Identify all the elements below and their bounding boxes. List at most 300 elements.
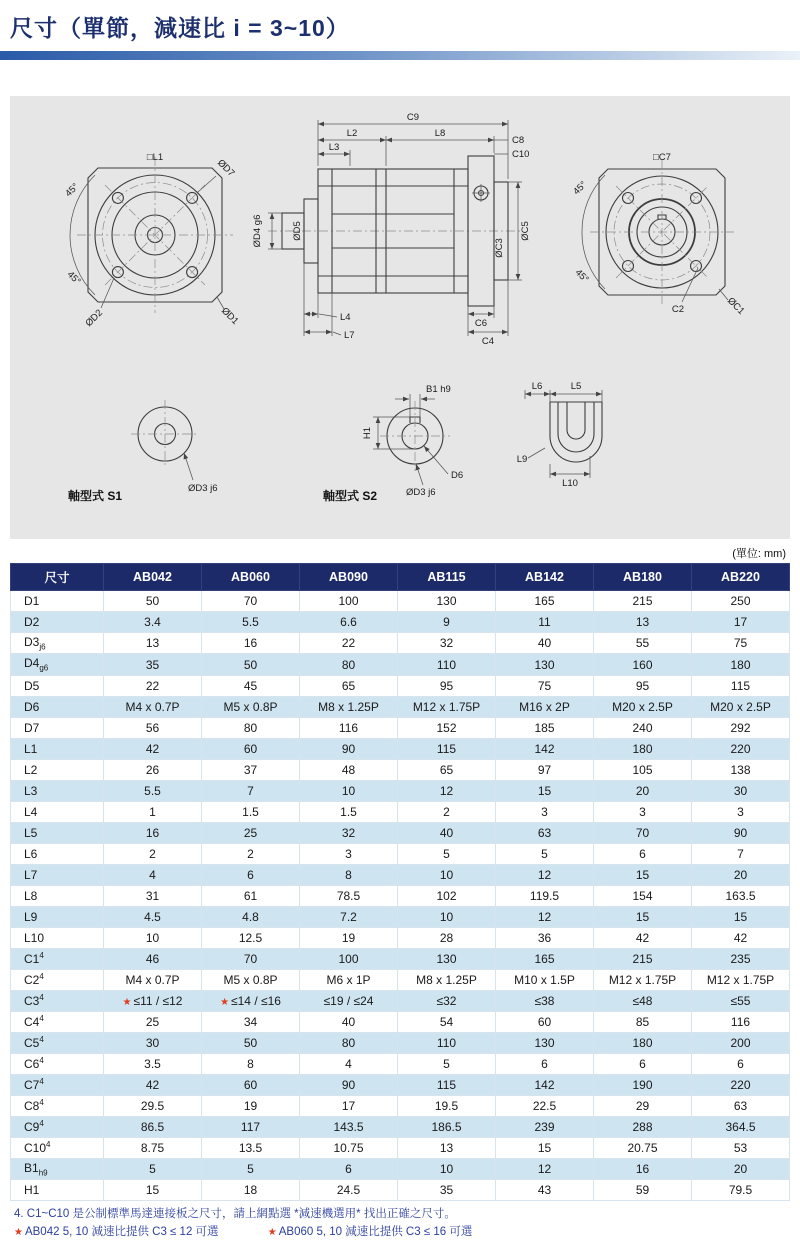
value-cell: 163.5 [692,885,790,906]
value-cell: ≤19 / ≤24 [300,990,398,1011]
value-cell: 117 [202,1116,300,1137]
value-cell: 70 [202,591,300,612]
dim-label-l4: L4 [340,312,351,323]
table-row [11,759,790,780]
value-cell: 130 [398,948,496,969]
row-label: D2 [11,612,104,633]
value-cell: 24.5 [300,1180,398,1201]
value-cell: 119.5 [496,885,594,906]
value-cell: 6 [202,864,300,885]
value-cell: 220 [692,1074,790,1095]
value-cell: M16 x 2P [496,696,594,717]
footnote-1: 4. C1~C10 是公制標準馬達連接板之尺寸，請上網點選 *減速機選用* 找出正確之尺寸。 [14,1208,456,1221]
angle-label: 45° [572,267,591,286]
footnote-2a [14,1224,219,1242]
value-cell: 190 [594,1074,692,1095]
value-cell: 220 [692,738,790,759]
value-cell: 42 [104,1074,202,1095]
dim-label-c4: C4 [481,336,495,347]
value-cell: 70 [594,822,692,843]
value-cell: 22 [104,675,202,696]
value-cell: 12 [496,864,594,885]
value-cell: ★ ≤14 / ≤16 [202,990,300,1011]
value-cell: 288 [594,1116,692,1137]
value-cell: 5 [398,843,496,864]
value-cell: 7.2 [300,906,398,927]
table-row [11,864,790,885]
value-cell: 40 [398,822,496,843]
value-cell: 35 [104,654,202,675]
value-cell: 130 [398,591,496,612]
dim-label-l10: L10 [562,478,578,489]
row-label: $D3_{j6}$ [11,633,104,654]
value-cell: 50 [104,591,202,612]
value-cell: 115 [398,738,496,759]
value-cell: 143.5 [300,1116,398,1137]
value-cell: 1.5 [202,801,300,822]
value-cell: 185 [496,717,594,738]
angle-label: 45° [571,179,590,198]
value-cell: 46 [104,948,202,969]
dim-label-h1: H1 [362,426,373,440]
star-icon: ★ [122,996,132,1008]
value-cell: 180 [594,738,692,759]
value-cell: 90 [692,822,790,843]
value-cell: 5 [496,843,594,864]
value-cell: ≤55 [692,990,790,1011]
value-cell: 6 [496,1053,594,1074]
value-cell: 26 [104,759,202,780]
table-row [11,612,790,633]
table-row [11,675,790,696]
value-cell: 95 [398,675,496,696]
value-cell: 9 [398,612,496,633]
dim-label-c5: ØC5 [520,221,531,241]
value-cell: 20 [594,780,692,801]
value-cell: 165 [496,591,594,612]
value-cell: 165 [496,948,594,969]
value-cell: 90 [300,738,398,759]
dim-label-c7: □C7 [653,152,671,163]
value-cell: 50 [202,1032,300,1053]
value-cell: 292 [692,717,790,738]
section-view [252,112,531,347]
dim-label-d7: ØD7 [214,157,237,180]
footnotes [14,1206,786,1242]
table-row [11,843,790,864]
value-cell: 50 [202,654,300,675]
technical-drawing-panel [10,96,790,539]
value-cell: 19 [202,1095,300,1116]
table-row [11,990,790,1011]
value-cell: 16 [594,1158,692,1179]
value-cell: 15 [594,906,692,927]
technical-drawings [10,96,790,539]
value-cell: 79.5 [692,1180,790,1201]
value-cell: 142 [496,1074,594,1095]
value-cell: 25 [104,1011,202,1032]
value-cell: ≤38 [496,990,594,1011]
value-cell: 240 [594,717,692,738]
value-cell: 6.6 [300,612,398,633]
table-row [11,1158,790,1179]
table-row [11,717,790,738]
value-cell: M8 x 1.25P [300,696,398,717]
value-cell: 154 [594,885,692,906]
value-cell: 1.5 [300,801,398,822]
table-body [11,591,790,1201]
value-cell: 48 [300,759,398,780]
value-cell: 10.75 [300,1137,398,1158]
dim-label-l3: L3 [328,142,340,153]
row-label: L8 [11,885,104,906]
dim-label-l6: L6 [531,381,543,392]
shaft-s1-title: 軸型式 S1 [67,489,123,503]
dim-label-l8: L8 [434,128,446,139]
row-label: $C1^4$ [11,948,104,969]
row-label: $B1_{h9}$ [11,1158,104,1179]
value-cell: M10 x 1.5P [496,969,594,990]
table-row [11,1095,790,1116]
value-cell: 15 [496,1137,594,1158]
value-cell: 32 [398,633,496,654]
column-header: AB142 [496,564,594,591]
value-cell: 78.5 [300,885,398,906]
row-label: $C6^4$ [11,1053,104,1074]
value-cell: 20.75 [594,1137,692,1158]
dim-label-d6: D6 [451,470,464,481]
value-cell: 12.5 [202,927,300,948]
value-cell: 130 [496,1032,594,1053]
column-header: AB090 [300,564,398,591]
dim-label-d2: ØD2 [83,307,106,330]
table-row [11,1116,790,1137]
value-cell: 32 [300,822,398,843]
row-label: $C5^4$ [11,1032,104,1053]
dim-label-c6: C6 [474,318,488,329]
value-cell: 102 [398,885,496,906]
value-cell: 5.5 [202,612,300,633]
value-cell: ≤48 [594,990,692,1011]
row-label: D5 [11,675,104,696]
value-cell: 45 [202,675,300,696]
value-cell: M12 x 1.75P [398,696,496,717]
value-cell: 3 [594,801,692,822]
table-row [11,1011,790,1032]
row-label: L3 [11,780,104,801]
table-row [11,885,790,906]
value-cell: M4 x 0.7P [104,696,202,717]
dim-label-d4: ØD4 g6 [252,214,263,248]
value-cell: 100 [300,948,398,969]
value-cell: 63 [496,822,594,843]
value-cell: 16 [104,822,202,843]
value-cell: 105 [594,759,692,780]
table-row [11,822,790,843]
table-row [11,927,790,948]
value-cell: 186.5 [398,1116,496,1137]
table-head [11,564,790,591]
value-cell: 100 [300,591,398,612]
value-cell: 116 [692,1011,790,1032]
value-cell: 6 [594,1053,692,1074]
value-cell: 8 [300,864,398,885]
value-cell: 55 [594,633,692,654]
value-cell: 60 [496,1011,594,1032]
value-cell: 200 [692,1032,790,1053]
value-cell: 4.5 [104,906,202,927]
row-label: D1 [11,591,104,612]
row-label: $C8^4$ [11,1095,104,1116]
value-cell: 3 [496,801,594,822]
row-label: L9 [11,906,104,927]
value-cell: 80 [300,1032,398,1053]
star-icon: ★ [14,1226,23,1238]
value-cell: 97 [496,759,594,780]
column-header: AB042 [104,564,202,591]
value-cell: 75 [692,633,790,654]
table-row [11,633,790,654]
value-cell: 3 [300,843,398,864]
value-cell: ★ ≤11 / ≤12 [104,990,202,1011]
star-icon: ★ [267,1226,277,1238]
value-cell: 4.8 [202,906,300,927]
value-cell: 6 [594,843,692,864]
dim-label-d1: ØD1 [218,305,241,328]
value-cell: 40 [496,633,594,654]
value-cell: M20 x 2.5P [594,696,692,717]
value-cell: 116 [300,717,398,738]
dimension-table [10,563,790,1201]
value-cell: 7 [202,780,300,801]
table-row [11,1180,790,1201]
dim-label-l7: L7 [344,330,355,341]
table-row [11,948,790,969]
value-cell: 10 [398,864,496,885]
value-cell: 110 [398,654,496,675]
dim-label-c1: ØC1 [724,295,747,318]
value-cell: 12 [398,780,496,801]
dim-label-l9: L9 [516,454,528,465]
row-label: L5 [11,822,104,843]
value-cell: 4 [300,1053,398,1074]
value-cell: 63 [692,1095,790,1116]
value-cell: 10 [398,906,496,927]
value-cell: 18 [202,1180,300,1201]
value-cell: M4 x 0.7P [104,969,202,990]
footnote-2 [14,1224,786,1242]
value-cell: 8.75 [104,1137,202,1158]
dim-label-b1: B1 h9 [426,384,451,395]
value-cell: 1 [104,801,202,822]
value-cell: 37 [202,759,300,780]
value-cell: 4 [104,864,202,885]
value-cell: 10 [104,927,202,948]
value-cell: 70 [202,948,300,969]
dim-label-c10: C10 [512,149,530,160]
value-cell: 8 [202,1053,300,1074]
column-header: AB180 [594,564,692,591]
column-header: AB115 [398,564,496,591]
value-cell: 60 [202,738,300,759]
dim-label-c9: C9 [406,112,420,123]
value-cell: 42 [692,927,790,948]
row-label: L6 [11,843,104,864]
value-cell: 30 [104,1032,202,1053]
header-row [11,564,790,591]
value-cell: 35 [398,1180,496,1201]
value-cell: 65 [300,675,398,696]
value-cell: M5 x 0.8P [202,696,300,717]
value-cell: 15 [692,906,790,927]
value-cell: M12 x 1.75P [594,969,692,990]
value-cell: 15 [594,864,692,885]
table-row [11,969,790,990]
value-cell: 85 [594,1011,692,1032]
value-cell: 86.5 [104,1116,202,1137]
value-cell: 5 [202,1158,300,1179]
dim-label-d5: ØD5 [292,221,303,241]
footnote-2b [268,1224,473,1242]
footnote-2a-text: AB042 5, 10 減速比提供 C3 ≤ 12 可選 [24,1225,219,1238]
value-cell: 235 [692,948,790,969]
shaft-s1-view [68,400,218,503]
value-cell: 3 [692,801,790,822]
value-cell: 10 [398,1158,496,1179]
value-cell: 130 [496,654,594,675]
keyway-profile-view [517,381,602,489]
value-cell: 250 [692,591,790,612]
value-cell: 56 [104,717,202,738]
value-cell: 90 [300,1074,398,1095]
row-label: $D4_{g6}$ [11,654,104,675]
value-cell: 20 [692,1158,790,1179]
shaft-s2-view [323,384,463,503]
value-cell: 11 [496,612,594,633]
value-cell: 3.4 [104,612,202,633]
value-cell: 13.5 [202,1137,300,1158]
value-cell: 42 [594,927,692,948]
row-label: $C10^4$ [11,1137,104,1158]
value-cell: 2 [398,801,496,822]
value-cell: 13 [398,1137,496,1158]
value-cell: M12 x 1.75P [692,969,790,990]
dim-label-c3: ØC3 [494,238,505,258]
value-cell: 29.5 [104,1095,202,1116]
page-title: 尺寸（單節，減速比 i = 3~10） [10,15,350,41]
dim-label-d3-s1: ØD3 j6 [188,483,218,494]
value-cell: 19 [300,927,398,948]
row-label: $C7^4$ [11,1074,104,1095]
value-cell: 80 [202,717,300,738]
value-cell: 138 [692,759,790,780]
value-cell: 20 [692,864,790,885]
value-cell: 3.5 [104,1053,202,1074]
value-cell: 5 [398,1053,496,1074]
row-label: L2 [11,759,104,780]
value-cell: 36 [496,927,594,948]
value-cell: 22.5 [496,1095,594,1116]
table-row [11,696,790,717]
dim-label-l1: □L1 [146,152,164,163]
dim-label-c8: C8 [512,135,525,146]
value-cell: 6 [692,1053,790,1074]
table-row [11,738,790,759]
value-cell: 54 [398,1011,496,1032]
value-cell: 31 [104,885,202,906]
value-cell: 5.5 [104,780,202,801]
table-row [11,654,790,675]
table-row [11,801,790,822]
value-cell: 16 [202,633,300,654]
value-cell: 30 [692,780,790,801]
value-cell: 13 [104,633,202,654]
angle-label: 45° [63,181,82,200]
value-cell: 110 [398,1032,496,1053]
table-row [11,1053,790,1074]
value-cell: 364.5 [692,1116,790,1137]
value-cell: 40 [300,1011,398,1032]
value-cell: 15 [496,780,594,801]
value-cell: 17 [300,1095,398,1116]
value-cell: 12 [496,1158,594,1179]
value-cell: 13 [594,612,692,633]
value-cell: 19.5 [398,1095,496,1116]
column-header: 尺寸 [11,564,104,591]
value-cell: 34 [202,1011,300,1032]
value-cell: 2 [104,843,202,864]
table-row [11,591,790,612]
value-cell: M20 x 2.5P [692,696,790,717]
value-cell: 28 [398,927,496,948]
value-cell: 12 [496,906,594,927]
star-icon: ★ [220,996,230,1008]
value-cell: 15 [104,1180,202,1201]
value-cell: 61 [202,885,300,906]
value-cell: 6 [300,1158,398,1179]
table-row [11,1074,790,1095]
value-cell: 10 [300,780,398,801]
value-cell: 43 [496,1180,594,1201]
value-cell: 95 [594,675,692,696]
value-cell: 75 [496,675,594,696]
row-label: D7 [11,717,104,738]
row-label: D6 [11,696,104,717]
table-row [11,780,790,801]
dim-label-l2: L2 [346,128,358,139]
footnote-2b-text: AB060 5, 10 減速比提供 C3 ≤ 16 可選 [278,1225,473,1238]
angle-label: 45° [64,269,83,288]
value-cell: M6 x 1P [300,969,398,990]
value-cell: 65 [398,759,496,780]
row-label: L7 [11,864,104,885]
value-cell: M5 x 0.8P [202,969,300,990]
value-cell: 239 [496,1116,594,1137]
value-cell: 17 [692,612,790,633]
rear-view [571,152,746,317]
dim-label-l5: L5 [570,381,582,392]
value-cell: 215 [594,948,692,969]
value-cell: 59 [594,1180,692,1201]
column-header: AB220 [692,564,790,591]
row-label: H1 [11,1180,104,1201]
table-row [11,1137,790,1158]
value-cell: 7 [692,843,790,864]
value-cell: M8 x 1.25P [398,969,496,990]
value-cell: 142 [496,738,594,759]
value-cell: ≤32 [398,990,496,1011]
value-cell: 160 [594,654,692,675]
